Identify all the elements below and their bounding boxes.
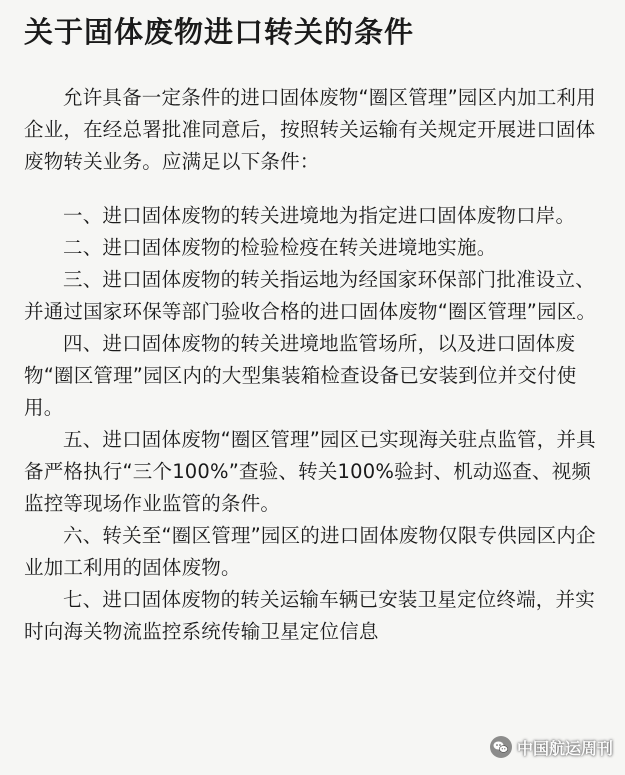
document-title: 关于固体废物进口转关的条件 [24,15,415,49]
condition-item-3: 三、进口固体废物的转关指运地为经国家环保部门批准设立、并通过国家环保等部门验收合格的进口固体废物“圈区管理”园区。 [24,268,597,323]
watermark-text: 中国航运周刊 [516,738,613,758]
wechat-icon [489,735,513,759]
condition-item-6: 六、转关至“圈区管理”园区的进口固体废物仅限专供园区内企业加工利用的固体废物。 [24,524,596,579]
condition-item-2: 二、进口固体废物的检验检疫在转关进境地实施。 [63,236,497,259]
intro-paragraph: 允许具备一定条件的进口固体废物“圈区管理”园区内加工利用企业，在经总署批准同意后，按照转关运输有关规定开展进口固体废物转关业务。应满足以下条件： [24,86,596,173]
condition-item-4: 四、进口固体废物的转关进境地监管场所，以及进口固体废物“圈区管理”园区内的大型集装箱检查设备已安装到位并交付使用。 [24,332,577,419]
condition-item-7: 七、进口固体废物的转关运输车辆已安装卫星定位终端，并实时向海关物流监控系统传输卫星定位信息 [24,588,595,643]
condition-item-1: 一、进口固体废物的转关进境地为指定进口固体废物口岸。 [63,204,576,227]
condition-item-5: 五、进口固体废物“圈区管理”园区已实现海关驻点监管，并具备严格执行“三个100%”查验、转关100%验封、机动巡查、视频监控等现场作业监管的条件。 [24,428,596,515]
watermark [489,735,613,759]
